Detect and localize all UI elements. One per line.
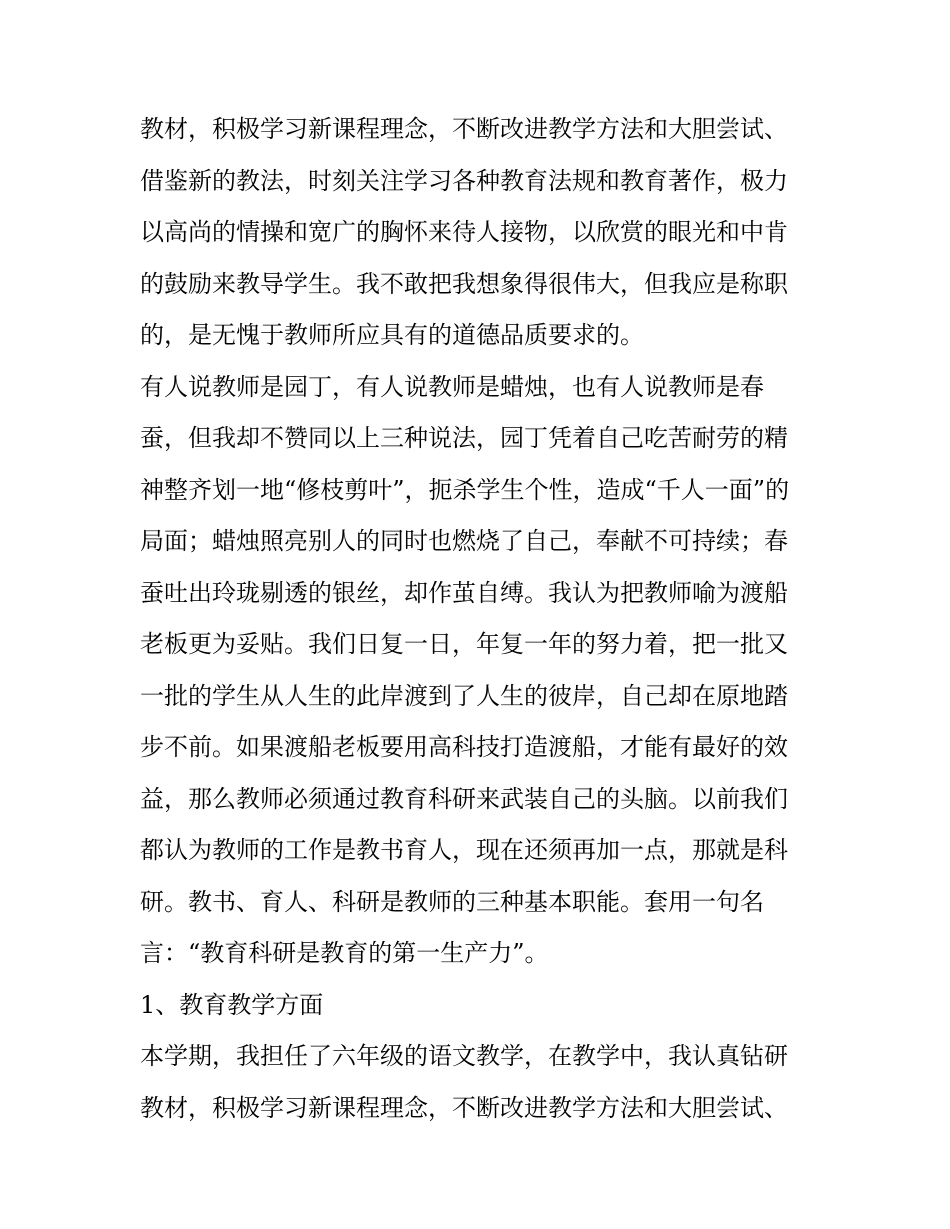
text-line: 蚕吐出玲珑剔透的银丝，却作茧自缚。我认为把教师喻为渡船 [140, 578, 788, 607]
text-line: 老板更为妥贴。我们日复一日，年复一年的努力着，把一批又 [140, 630, 788, 658]
text-line: 本学期，我担任了六年级的语文教学，在教学中，我认真钻研 [140, 1042, 788, 1070]
text-line: 研。教书、育人、科研是教师的三种基本职能。套用一句名 [140, 887, 764, 916]
text-line: 的，是无愧于教师所应具有的道德品质要求的。 [140, 321, 644, 349]
text-line: 教材，积极学习新课程理念，不断改进教学方法和大胆尝试、 [140, 115, 788, 143]
text-line: 借鉴新的教法，时刻关注学习各种教育法规和教育著作，极力 [140, 166, 788, 195]
section-heading: 1、教育教学方面 [140, 990, 324, 1019]
text-line: 益，那么教师必须通过教育科研来武装自己的头脑。以前我们 [140, 784, 788, 813]
text-line: 一批的学生从人生的此岸渡到了人生的彼岸，自己却在原地踏 [140, 681, 788, 710]
text-line: 以高尚的情操和宽广的胸怀来待人接物，以欣赏的眼光和中肯 [140, 218, 788, 246]
text-line: 教材，积极学习新课程理念，不断改进教学方法和大胆尝试、 [140, 1093, 788, 1122]
body-text [140, 104, 812, 1134]
text-line: 的鼓励来教导学生。我不敢把我想象得很伟大，但我应是称职 [140, 269, 788, 298]
text-line: 步不前。如果渡船老板要用高科技打造渡船，才能有最好的效 [140, 733, 788, 761]
text-line: 局面；蜡烛照亮别人的同时也燃烧了自己，奉献不可持续；春 [140, 527, 788, 555]
text-line: 言：“教育科研是教育的第一生产力”。 [140, 939, 549, 967]
text-line: 有人说教师是园丁，有人说教师是蜡烛，也有人说教师是春 [140, 372, 764, 401]
text-line: 蚕，但我却不赞同以上三种说法，园丁凭着自己吃苦耐劳的精 [140, 424, 788, 452]
text-line: 都认为教师的工作是教书育人，现在还须再加一点，那就是科 [140, 836, 788, 864]
text-line: 神整齐划一地“修枝剪叶”，扼杀学生个性，造成“千人一面”的 [140, 475, 790, 504]
